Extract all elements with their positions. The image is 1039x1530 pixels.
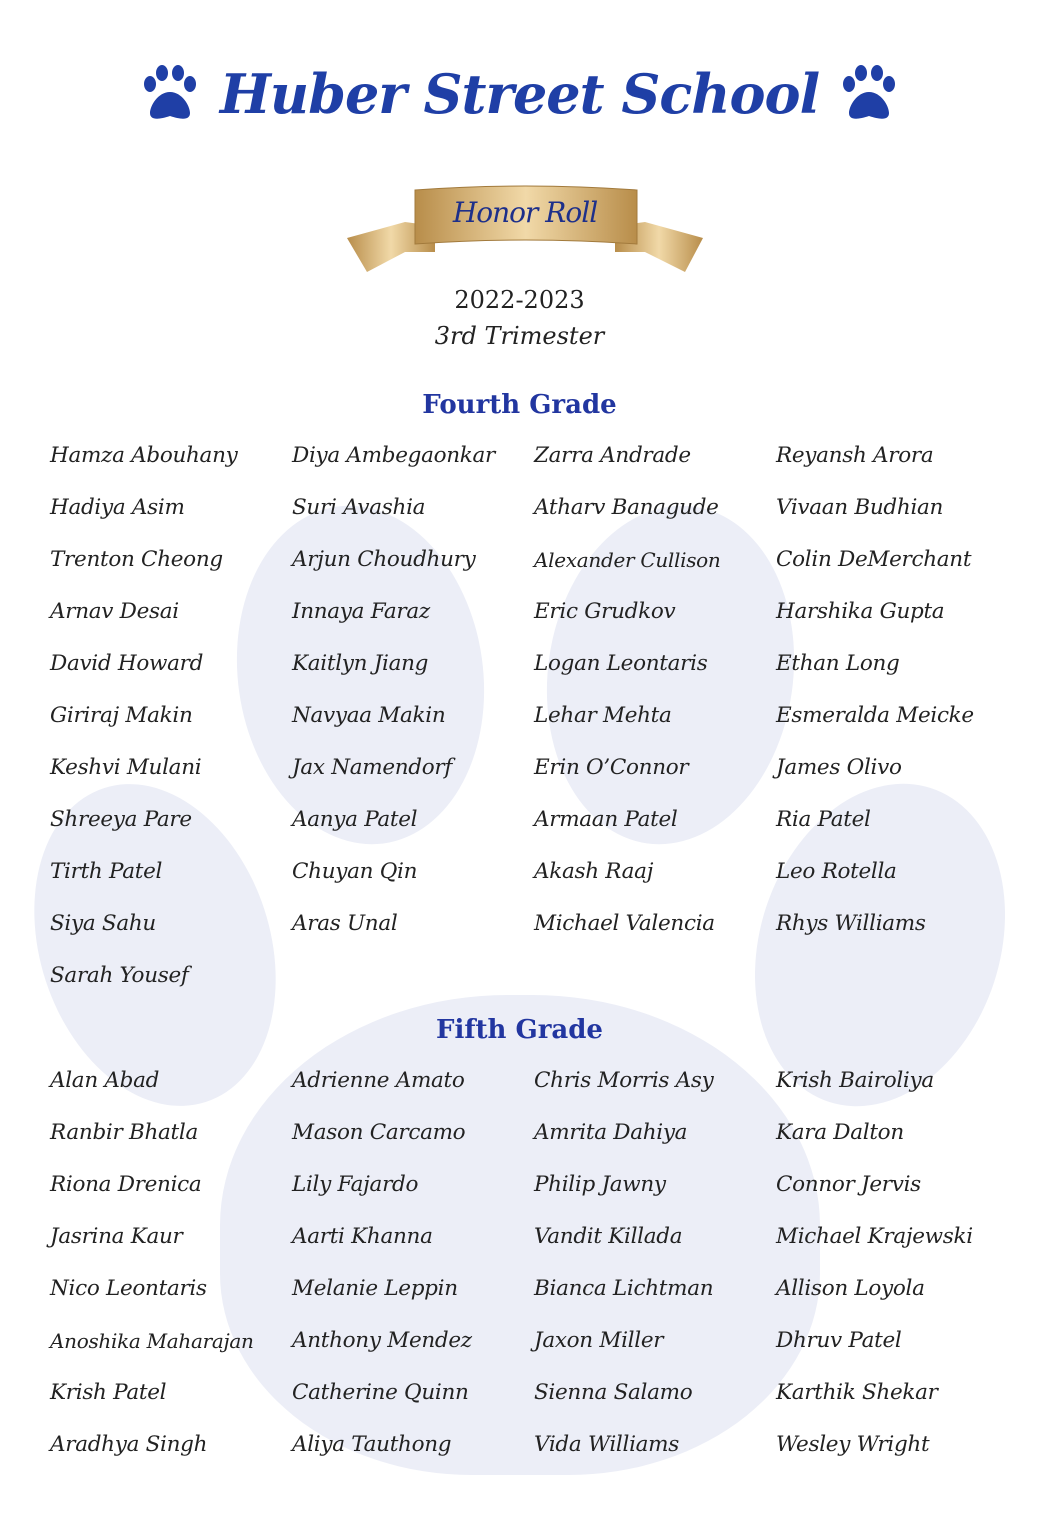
student-name: Chuyan Qin	[292, 859, 418, 884]
student-name: Ranbir Bhatla	[50, 1120, 198, 1145]
student-name: Zarra Andrade	[534, 443, 691, 468]
student-name: Vivaan Budhian	[776, 495, 944, 520]
school-year: 2022-2023	[454, 286, 585, 314]
student-name: Aliya Tauthong	[292, 1432, 452, 1457]
student-name: Diya Ambegaonkar	[292, 443, 496, 468]
student-name: Akash Raaj	[534, 859, 654, 884]
student-name: Aradhya Singh	[50, 1432, 208, 1457]
student-name: Michael Valencia	[534, 911, 715, 936]
student-name: Lehar Mehta	[534, 703, 672, 728]
school-name: Huber Street School	[219, 62, 820, 126]
student-name: Keshvi Mulani	[50, 755, 202, 780]
fourth-grade-name-list	[50, 441, 1030, 1013]
student-name: Hamza Abouhany	[50, 443, 238, 468]
student-name: Chris Morris Asy	[534, 1068, 714, 1093]
fifth-grade-name-list	[50, 1066, 1030, 1482]
paw-print-icon	[837, 62, 901, 126]
student-name: Navyaa Makin	[292, 703, 446, 728]
student-name: Logan Leontaris	[534, 651, 708, 676]
banner-text: Honor Roll	[452, 196, 598, 229]
student-name: Connor Jervis	[776, 1172, 921, 1197]
student-name: Eric Grudkov	[534, 599, 676, 624]
student-name: Mason Carcamo	[292, 1120, 466, 1145]
student-name: Anthony Mendez	[292, 1328, 472, 1353]
student-name: Armaan Patel	[534, 807, 678, 832]
student-name: Esmeralda Meicke	[776, 703, 974, 728]
student-name: Rhys Williams	[776, 911, 926, 936]
student-name: Innaya Faraz	[292, 599, 430, 624]
student-name: Philip Jawny	[534, 1172, 666, 1197]
school-title	[138, 62, 901, 126]
student-name: Krish Patel	[50, 1380, 167, 1405]
fifth-grade-heading: Fifth Grade	[436, 1015, 603, 1045]
student-name: Vandit Killada	[534, 1224, 683, 1249]
student-name: Michael Krajewski	[776, 1224, 973, 1249]
student-name: Jax Namendorf	[292, 755, 453, 780]
student-name: Anoshika Maharajan	[50, 1329, 254, 1353]
student-name: Riona Drenica	[50, 1172, 202, 1197]
student-name: Arjun Choudhury	[292, 547, 476, 572]
student-name: Ethan Long	[776, 651, 900, 676]
student-name: Harshika Gupta	[776, 599, 945, 624]
student-name: Leo Rotella	[776, 859, 897, 884]
student-name: Karthik Shekar	[776, 1380, 938, 1405]
student-name: Kaitlyn Jiang	[292, 651, 429, 676]
fourth-grade-heading: Fourth Grade	[422, 390, 617, 420]
student-name: Jaxon Miller	[534, 1328, 664, 1353]
student-name: Reyansh Arora	[776, 443, 934, 468]
student-name: Trenton Cheong	[50, 547, 223, 572]
student-name: Lily Fajardo	[292, 1172, 419, 1197]
student-name: Catherine Quinn	[292, 1380, 469, 1405]
student-name: David Howard	[50, 651, 204, 676]
student-name: Bianca Lichtman	[534, 1276, 714, 1301]
student-name: Arnav Desai	[50, 599, 179, 624]
student-name: Vida Williams	[534, 1432, 680, 1457]
student-name: Aanya Patel	[292, 807, 418, 832]
student-name: Suri Avashia	[292, 495, 426, 520]
student-name: Erin O’Connor	[534, 755, 689, 780]
student-name: Dhruv Patel	[776, 1328, 902, 1353]
student-name: Aarti Khanna	[292, 1224, 433, 1249]
student-name: Amrita Dahiya	[534, 1120, 688, 1145]
student-name: Aras Unal	[292, 911, 398, 936]
student-name: Siya Sahu	[50, 911, 156, 936]
honor-roll-banner	[345, 182, 705, 282]
student-name: Giriraj Makin	[50, 703, 193, 728]
student-name: Jasrina Kaur	[50, 1224, 183, 1249]
page-header	[0, 62, 1039, 130]
student-name: Tirth Patel	[50, 859, 163, 884]
student-name: Alexander Cullison	[534, 548, 721, 572]
student-name: Colin DeMerchant	[776, 547, 972, 572]
student-name: Wesley Wright	[776, 1432, 930, 1457]
student-name: Sienna Salamo	[534, 1380, 693, 1405]
student-name: James Olivo	[776, 755, 902, 780]
student-name: Allison Loyola	[776, 1276, 925, 1301]
student-name: Nico Leontaris	[50, 1276, 207, 1301]
student-name: Atharv Banagude	[534, 495, 719, 520]
term: 3rd Trimester	[434, 322, 605, 350]
student-name: Krish Bairoliya	[776, 1068, 934, 1093]
student-name: Shreeya Pare	[50, 807, 192, 832]
student-name: Kara Dalton	[776, 1120, 904, 1145]
student-name: Alan Abad	[50, 1068, 160, 1093]
student-name: Sarah Yousef	[50, 963, 189, 988]
student-name: Adrienne Amato	[292, 1068, 465, 1093]
paw-print-icon	[138, 62, 202, 126]
student-name: Hadiya Asim	[50, 495, 185, 520]
student-name: Ria Patel	[776, 807, 871, 832]
student-name: Melanie Leppin	[292, 1276, 458, 1301]
